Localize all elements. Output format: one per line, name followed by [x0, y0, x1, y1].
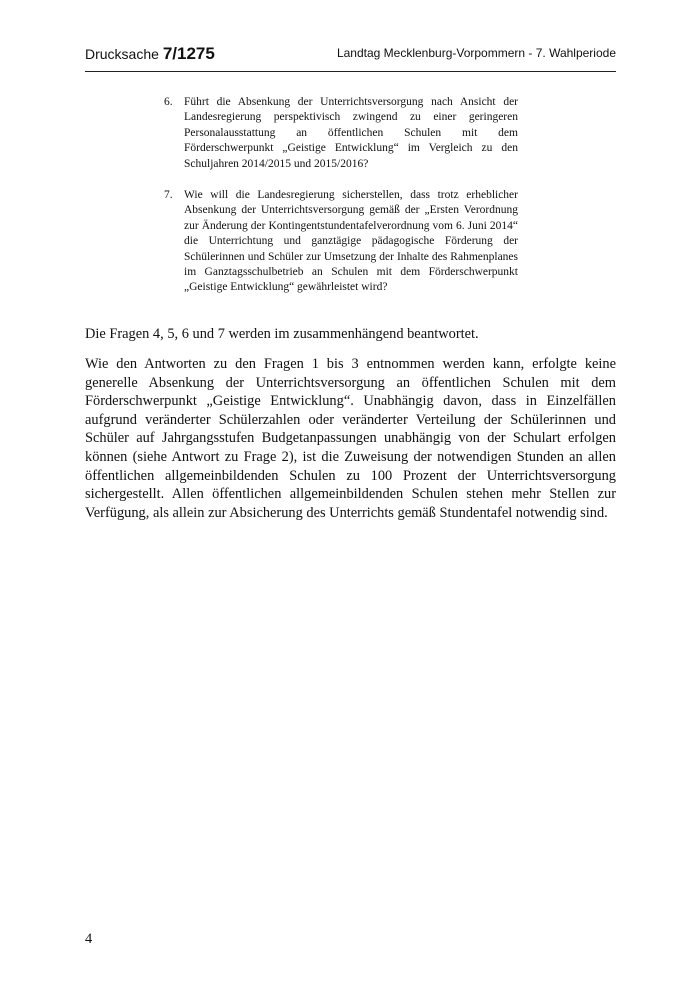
- page-number: 4: [85, 931, 93, 947]
- answer-body: Wie den Antworten zu den Fragen 1 bis 3 entnommen werden kann, erfolgte keine generelle Absenkung der Unterrichtsversorgung an öffentlichen Schulen mit dem Förderschwerpunkt „Geistige Entwicklung“. Unabhängig davon, dass in Einzelfällen aufgrund veränderter Schülerzahlen oder veränderter Verteilung der Schülerinnen und Schüler auf Jahrgangsstufen Budgetanpassungen unabhängig von der Schulart erfolgen können (siehe Antwort zu Frage 2), ist die Zuweisung der notwendigen Stunden an allen öffentlichen allgemeinbildenden Schulen zu 100 Prozent der Unterrichtsversorgung sichergestellt. Allen öffentlichen allgemeinbildenden Schulen stehen mehr Stellen zur Verfügung, als allein zur Absicherung des Unterrichts gemäß Stundentafel notwendig sind.: [85, 356, 616, 521]
- document-number-value: 7/1275: [162, 44, 215, 63]
- question-number: 7.: [164, 189, 173, 202]
- question-item-7: [164, 188, 518, 296]
- document-number: [85, 44, 215, 64]
- question-text: Führt die Absenkung der Unterrichtsversorgung nach Ansicht der Landesregierung perspektivisch zwingend zu einer geringeren Personalausstattung an öffentlichen Schulen mit dem Förderschwerpunkt „Geistige Entwicklung“ im Vergleich zu den Schuljahren 2014/2015 und 2015/2016?: [184, 96, 518, 170]
- question-text: Wie will die Landesregierung sicherstellen, dass trotz erheblicher Absenkung der Unterrichtsversorgung gemäß der „Ersten Verordnung zur Änderung der Kontingentstundentafelverordnung vom 6. Juni 2014“ die Unterrichtung und ganztägige pädagogische Förderung der Schülerinnen und Schüler zur Umsetzung der Inhalte des Rahmenplanes im Ganztagsschulbetrieb an Schulen mit dem Förderschwerpunkt „Geistige Entwicklung“ gewährleistet wird?: [184, 189, 518, 294]
- question-item-6: [164, 95, 518, 172]
- question-list: [164, 95, 518, 312]
- document-label: Drucksache: [85, 46, 159, 62]
- header-divider: [85, 71, 616, 72]
- question-number: 6.: [164, 96, 173, 108]
- answer-intro: Die Fragen 4, 5, 6 und 7 werden im zusammenhängend beantwortet.: [85, 326, 479, 342]
- institution-name: Landtag Mecklenburg-Vorpommern - 7. Wahlperiode: [336, 46, 616, 60]
- page-header: [85, 38, 616, 72]
